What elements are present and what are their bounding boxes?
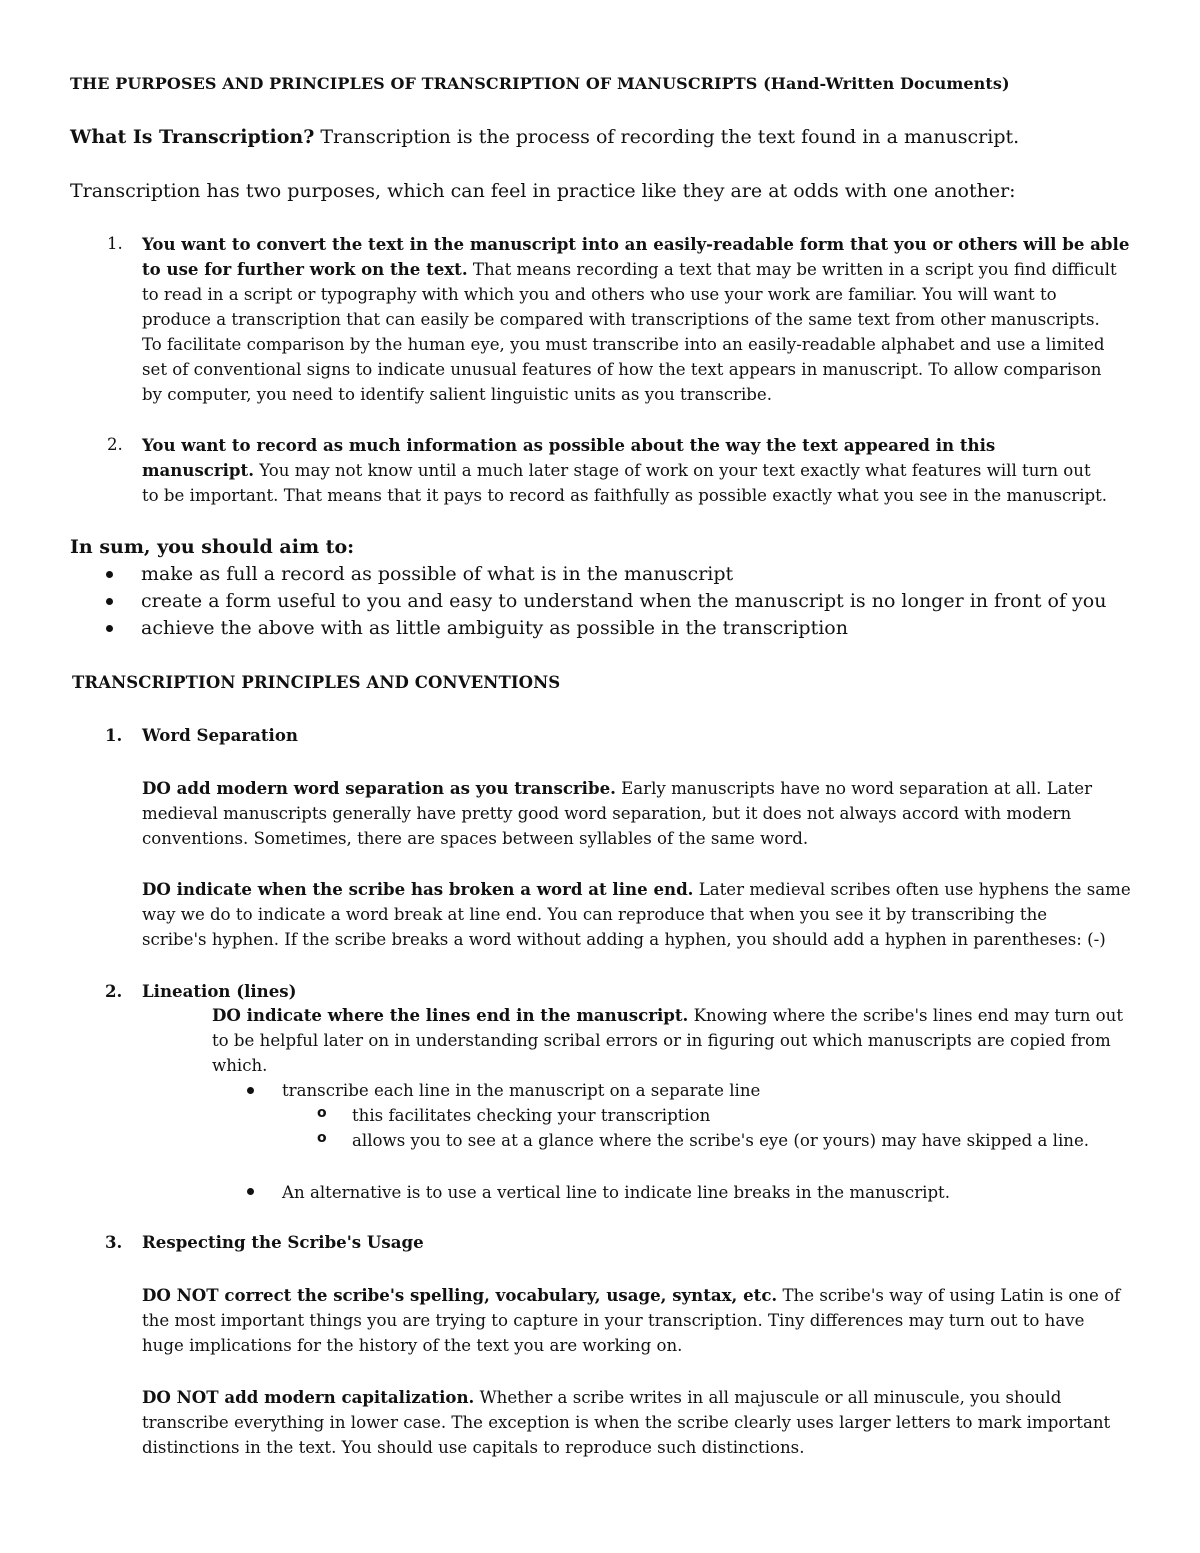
text-line: to be helpful later on in understanding scribal errors or in figuring out which manuscripts are copied from xyxy=(212,1031,1111,1050)
section-3-number: 3. xyxy=(105,1232,123,1252)
text-line: You want to record as much information as possible about the way the text appeared in this xyxy=(142,435,996,455)
text-line: transcribe everything in lower case. The exception is when the scribe clearly uses larger letters to mark important xyxy=(142,1413,1111,1432)
text-line: conventions. Sometimes, there are spaces between syllables of the same word. xyxy=(142,829,809,848)
sum-heading: In sum, you should aim to: xyxy=(70,536,355,558)
purpose-1-number: 1. xyxy=(107,234,123,253)
section-3-title: Respecting the Scribe's Usage xyxy=(142,1232,424,1252)
text-line: You want to convert the text in the manuscript into an easily-readable form that you or others will be able xyxy=(142,234,1130,254)
text-line: DO NOT add modern capitalization. Whether a scribe writes in all majuscule or all minuscule, you should xyxy=(142,1387,1062,1407)
section-1-paragraph-1 xyxy=(142,776,1092,851)
sum-item: create a form useful to you and easy to understand when the manuscript is no longer in front of you xyxy=(141,590,1107,612)
text-line: the most important things you are trying to capture in your transcription. Tiny differences may turn out to have xyxy=(142,1311,1085,1330)
text-line: by computer, you need to identify salient linguistic units as you transcribe. xyxy=(142,385,772,404)
section-3-paragraph-2 xyxy=(142,1385,1110,1460)
text-line: distinctions in the text. You should use capitals to reproduce such distinctions. xyxy=(142,1438,805,1457)
text-line: To facilitate comparison by the human eye, you must transcribe into an easily-readable alphabet and use a limited xyxy=(142,335,1105,354)
bullet-icon xyxy=(247,1087,254,1094)
sum-item: achieve the above with as little ambiguity as possible in the transcription xyxy=(141,617,848,639)
lineation-bullet-2: An alternative is to use a vertical line to indicate line breaks in the manuscript. xyxy=(282,1183,951,1202)
sub-bullet-icon: o xyxy=(317,1130,327,1146)
text-line: which. xyxy=(212,1056,268,1075)
text-line: produce a transcription that can easily be compared with transcriptions of the same text from other manuscripts. xyxy=(142,310,1100,329)
bullet-icon xyxy=(247,1188,254,1195)
lineation-bullet-1: transcribe each line in the manuscript on a separate line xyxy=(282,1081,761,1100)
section-1-paragraph-2 xyxy=(142,877,1131,952)
intro-answer: Transcription is the process of recording the text found in a manuscript. xyxy=(314,126,1020,148)
bullet-icon xyxy=(106,571,113,578)
text-line: manuscript. You may not know until a much later stage of work on your text exactly what features will turn out xyxy=(142,460,1091,480)
text-line: huge implications for the history of the text you are working on. xyxy=(142,1336,683,1355)
document-title: THE PURPOSES AND PRINCIPLES OF TRANSCRIPTION OF MANUSCRIPTS (Hand-Written Documents) xyxy=(70,74,1010,93)
text-line: DO NOT correct the scribe's spelling, vocabulary, usage, syntax, etc. The scribe's way of using Latin is one of xyxy=(142,1285,1121,1305)
section-2-number: 2. xyxy=(105,981,123,1001)
text-line: to be important. That means that it pays to record as faithfully as possible exactly what you see in the manuscript. xyxy=(142,486,1108,505)
text-line: to read in a script or typography with which you and others who use your work are familiar. You will want to xyxy=(142,285,1057,304)
text-line: DO indicate when the scribe has broken a word at line end. Later medieval scribes often use hyphens the same xyxy=(142,879,1131,899)
purpose-2-text xyxy=(142,433,1107,508)
bullet-icon xyxy=(106,625,113,632)
section-2-paragraph-1 xyxy=(212,1003,1123,1078)
text-line: way we do to indicate a word break at line end. You can reproduce that when you see it by transcribing the xyxy=(142,905,1048,924)
purpose-1-text xyxy=(142,232,1129,407)
lineation-sub-2: allows you to see at a glance where the scribe's eye (or yours) may have skipped a line. xyxy=(352,1131,1090,1150)
intro-question: What Is Transcription? xyxy=(70,126,315,148)
text-line: medieval manuscripts generally have pretty good word separation, but it does not always accord with modern xyxy=(142,804,1072,823)
text-line: scribe's hyphen. If the scribe breaks a word without adding a hyphen, you should add a hyphen in parentheses: (-) xyxy=(142,930,1106,949)
text-line: DO add modern word separation as you transcribe. Early manuscripts have no word separation at all. Later xyxy=(142,778,1093,798)
lineation-sub-1: this facilitates checking your transcription xyxy=(352,1106,711,1125)
sum-item: make as full a record as possible of what is in the manuscript xyxy=(141,563,734,585)
purpose-2-number: 2. xyxy=(107,435,123,454)
text-line: to use for further work on the text. That means recording a text that may be written in a script you find difficult xyxy=(142,259,1117,279)
bullet-icon xyxy=(106,598,113,605)
intro-paragraph xyxy=(70,126,1019,148)
section-3-paragraph-1 xyxy=(142,1283,1120,1358)
sub-bullet-icon: o xyxy=(317,1105,327,1121)
principles-heading: TRANSCRIPTION PRINCIPLES AND CONVENTIONS xyxy=(72,673,561,692)
section-1-title: Word Separation xyxy=(142,725,298,745)
section-2-title: Lineation (lines) xyxy=(142,981,297,1001)
section-1-number: 1. xyxy=(105,725,123,745)
text-line: set of conventional signs to indicate unusual features of how the text appears in manuscript. To allow comparison xyxy=(142,360,1102,379)
purposes-line: Transcription has two purposes, which can feel in practice like they are at odds with one another: xyxy=(70,180,1016,202)
text-line: DO indicate where the lines end in the manuscript. Knowing where the scribe's lines end may turn out xyxy=(212,1005,1124,1025)
